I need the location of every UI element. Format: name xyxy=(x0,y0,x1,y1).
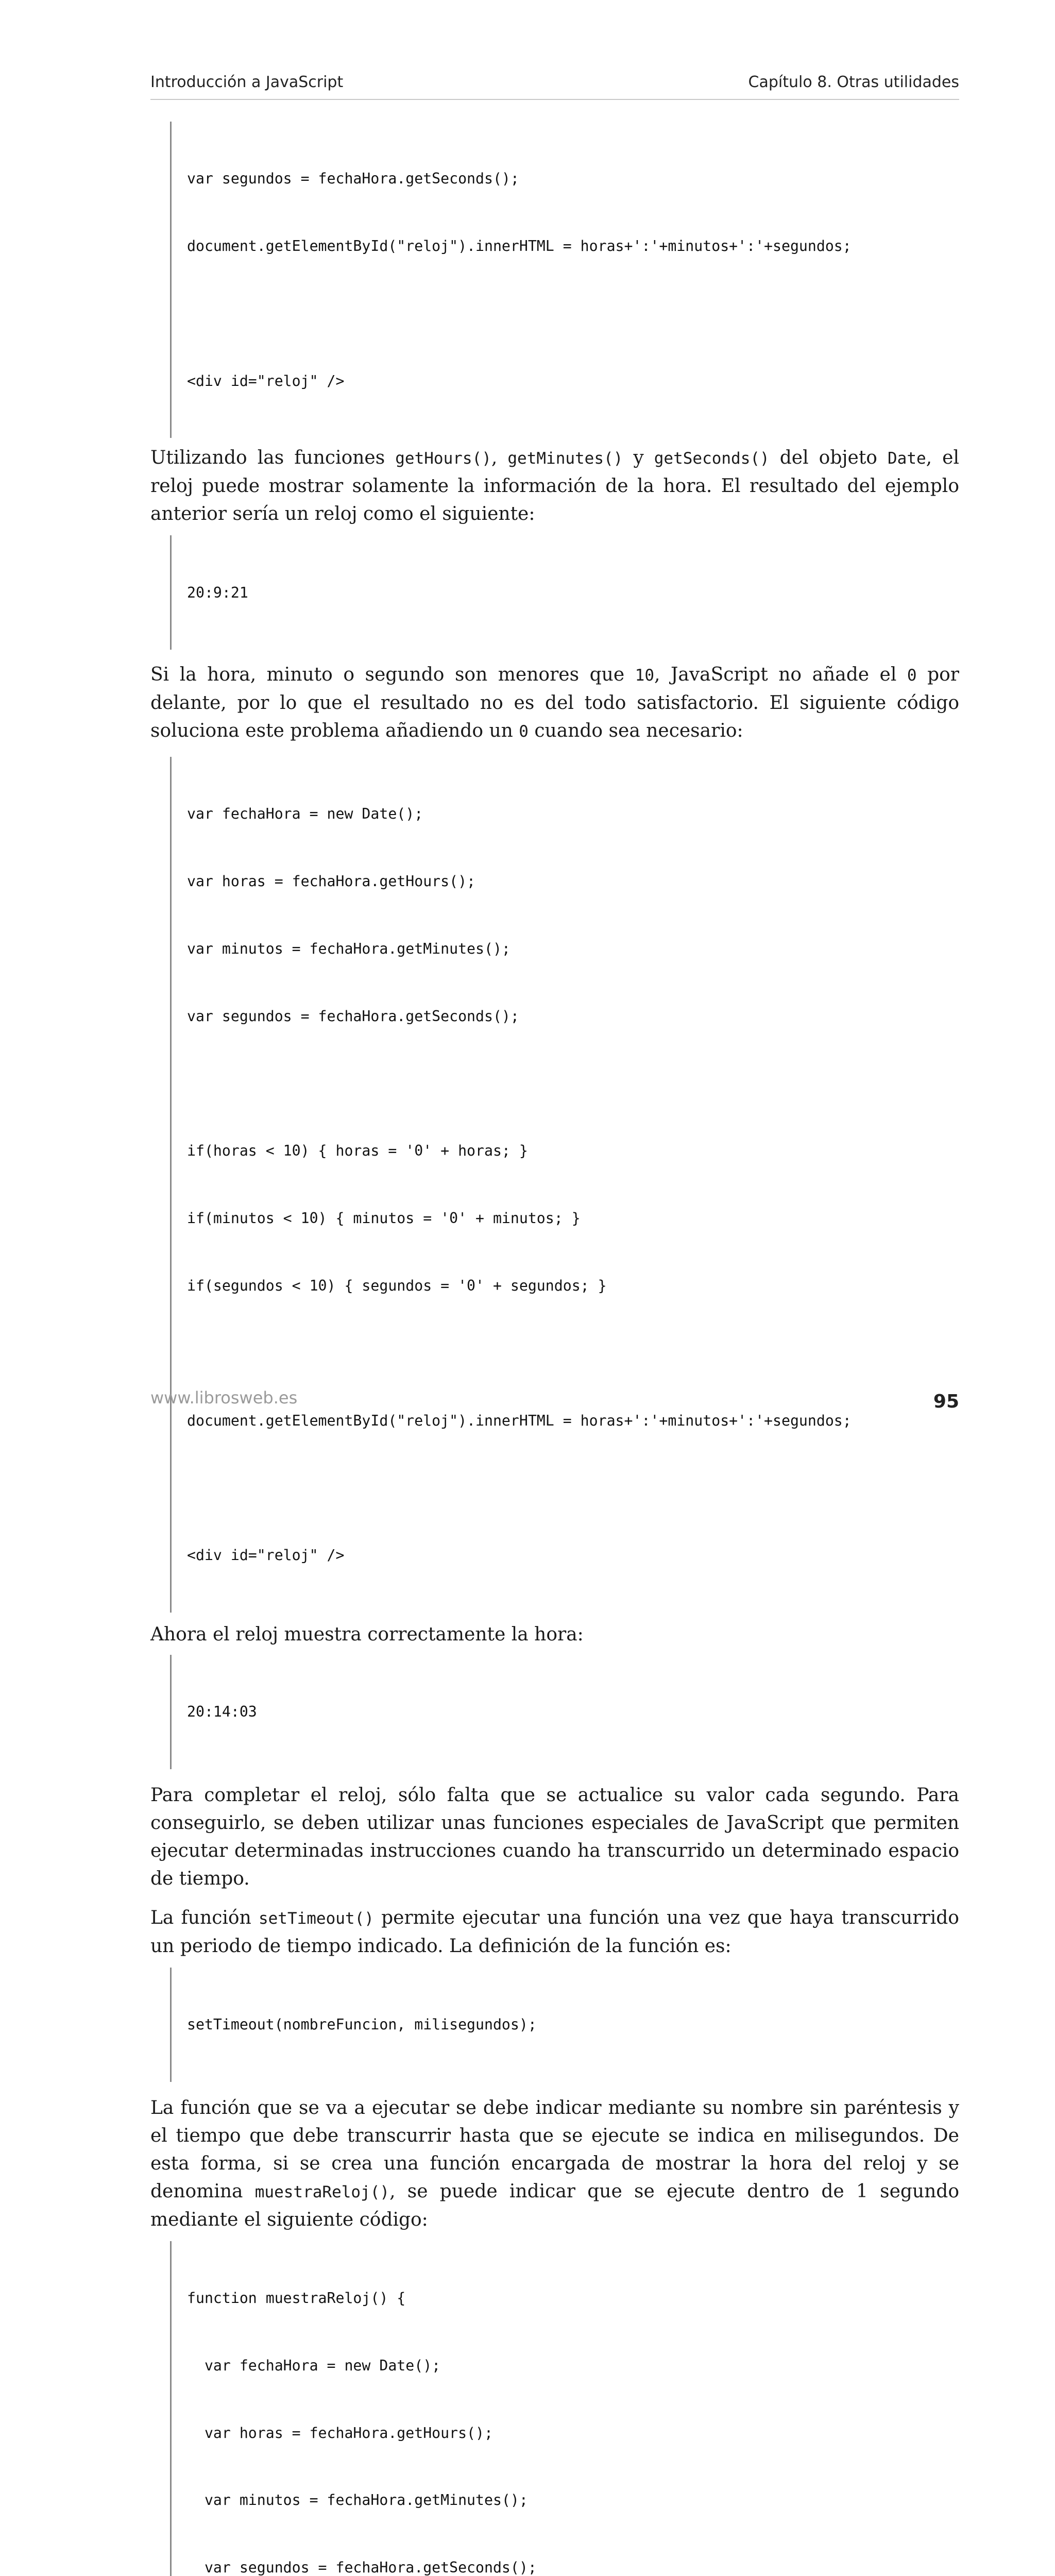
code-line: var segundos = fechaHora.getSeconds(); xyxy=(187,1007,519,1025)
code-line: var segundos = fechaHora.getSeconds(); xyxy=(187,170,519,188)
header-chapter-title: Capítulo 8. Otras utilidades xyxy=(748,73,959,91)
text: Ahora el reloj muestra correctamente la hora: xyxy=(150,1623,584,1645)
code-block-5 xyxy=(170,1968,959,2082)
inline-code: getHours() xyxy=(395,449,491,468)
inline-code: Date xyxy=(888,449,926,468)
inline-code: setTimeout() xyxy=(258,1909,374,1928)
paragraph-3 xyxy=(150,1621,959,1649)
inline-code: 0 xyxy=(519,722,529,741)
text: Utilizando las funciones xyxy=(150,447,396,469)
code-line: function muestraReloj() { xyxy=(187,2289,406,2307)
code-line: var segundos = fechaHora.getSeconds(); xyxy=(187,2559,537,2576)
inline-code: 10 xyxy=(635,666,654,685)
text: permite ejecutar una función una vez que haya transcurrido un periodo de tiempo indicado. La definición de la función es: xyxy=(150,1907,959,1957)
header-book-title: Introducción a JavaScript xyxy=(150,73,344,91)
text: , el reloj puede mostrar solamente la información de la hora. El resultado del ejemplo anterior sería un reloj como el siguiente: xyxy=(150,447,959,525)
code-line xyxy=(187,302,959,325)
code-line: 20:14:03 xyxy=(187,1703,257,1721)
text: La función xyxy=(150,1907,259,1928)
code-line: setTimeout(nombreFuncion, milisegundos); xyxy=(187,2016,537,2033)
code-line xyxy=(187,1477,959,1499)
paragraph-1 xyxy=(150,444,959,528)
text: y xyxy=(623,447,654,469)
code-block-3 xyxy=(170,757,959,1613)
text: , JavaScript no añade el xyxy=(654,664,907,686)
text: Para completar el reloj, sólo falta que se actualice su valor cada segundo. Para conseguirlo, se deben utilizar unas funciones especiales de JavaScript que permiten ejecutar determinadas instrucciones cuando ha transcurrido un determinado espacio de tiempo. xyxy=(150,1784,959,1889)
paragraph-2 xyxy=(150,661,959,745)
footer-website: www.librosweb.es xyxy=(150,1388,298,1408)
text: por delante, por lo que el resultado no es del todo satisfactorio. El siguiente código soluciona este problema añadiendo un xyxy=(150,664,960,742)
code-line: var minutos = fechaHora.getMinutes(); xyxy=(187,2492,528,2509)
code-block-6 xyxy=(170,2241,959,2576)
code-line: 20:9:21 xyxy=(187,584,248,601)
code-line xyxy=(187,1073,959,1095)
page-number: 95 xyxy=(933,1391,959,1412)
code-line: if(horas < 10) { horas = '0' + horas; } xyxy=(187,1142,528,1160)
code-line: <div id="reloj" /> xyxy=(187,1547,345,1564)
paragraph-4 xyxy=(150,1782,959,1893)
code-line: document.getElementById("reloj").innerHTML = horas+':'+minutos+':'+segundos; xyxy=(187,1412,852,1429)
code-line: var minutos = fechaHora.getMinutes(); xyxy=(187,940,511,958)
code-line: if(segundos < 10) { segundos = '0' + segundos; } xyxy=(187,1277,607,1294)
page-content xyxy=(150,122,959,2576)
text: Si la hora, minuto o segundo son menores que xyxy=(150,664,635,686)
text: del objeto xyxy=(769,447,888,469)
paragraph-6 xyxy=(150,2094,959,2234)
inline-code: getSeconds() xyxy=(654,449,770,468)
code-line: var horas = fechaHora.getHours(); xyxy=(187,873,476,890)
inline-code: muestraReloj() xyxy=(254,2182,390,2201)
page-header xyxy=(150,71,959,100)
code-line: document.getElementById("reloj").innerHTML = horas+':'+minutos+':'+segundos; xyxy=(187,237,852,255)
code-line: var fechaHora = new Date(); xyxy=(187,2357,441,2374)
text: cuando sea necesario: xyxy=(528,720,743,742)
inline-code: getMinutes() xyxy=(507,449,623,468)
code-line: var horas = fechaHora.getHours(); xyxy=(187,2424,493,2442)
text: , xyxy=(491,447,508,469)
code-block-1 xyxy=(170,122,959,438)
code-block-2 xyxy=(170,535,959,650)
code-block-4 xyxy=(170,1655,959,1769)
code-line: var fechaHora = new Date(); xyxy=(187,805,423,823)
text: , se puede indicar que se ejecute dentro de 1 segundo mediante el siguiente código: xyxy=(150,2180,960,2230)
paragraph-5 xyxy=(150,1904,959,1960)
code-line: <div id="reloj" /> xyxy=(187,372,345,389)
code-line xyxy=(187,1342,959,1365)
text: La función que se va a ejecutar se debe indicar mediante su nombre sin paréntesis y el tiempo que debe transcurrir hasta que se ejecute se indica en milisegundos. De esta forma, si se crea una función encargada de mostrar la hora del reloj y se denomina xyxy=(150,2097,959,2202)
code-line: if(minutos < 10) { minutos = '0' + minutos; } xyxy=(187,1210,581,1227)
inline-code: 0 xyxy=(907,666,917,685)
